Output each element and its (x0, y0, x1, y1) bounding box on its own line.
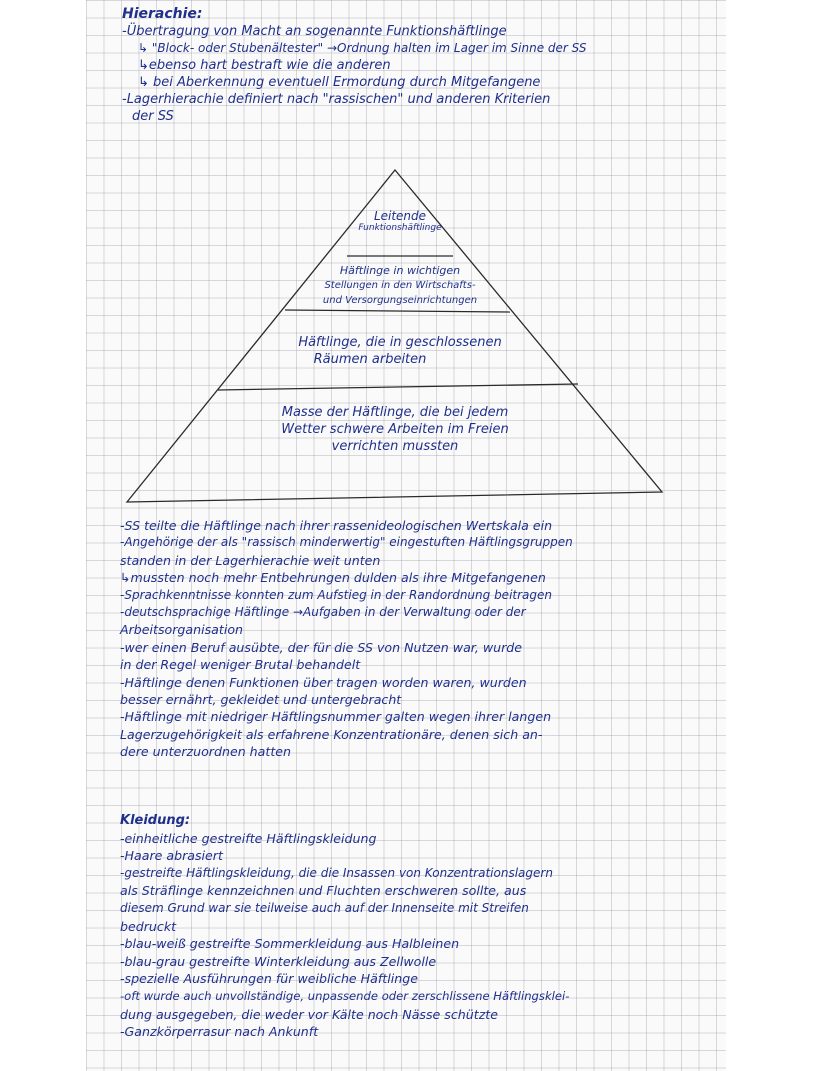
notes-line: standen in der Lagerhierachie weit unten (120, 552, 381, 568)
notes-line: -Sprachkenntnisse konnten zum Aufstieg in der Randordnung beitragen (120, 587, 552, 602)
notes-line: -Häftlinge denen Funktionen über tragen worden waren, wurden (120, 674, 527, 690)
notes-line: besser ernährt, gekleidet und untergebracht (120, 692, 402, 708)
clothing-line: -spezielle Ausführungen für weibliche Häftlinge (120, 971, 418, 987)
clothing-line: -Ganzkörperrasur nach Ankunft (120, 1024, 319, 1040)
clothing-line: -blau-weiß gestreifte Sommerkleidung aus Halbleinen (120, 936, 460, 952)
pyramid-divider-3 (218, 384, 578, 390)
notes-line: in der Regel weniger Brutal behandelt (120, 657, 361, 673)
clothing-title: Kleidung: (120, 813, 191, 828)
hierarchy-line: -Lagerhierachie definiert nach "rassischen" und anderen Kriterien (122, 92, 551, 107)
hierarchy-title: Hierachie: (122, 6, 203, 22)
notes-line: Lagerzugehörigkeit als erfahrene Konzentrationäre, denen sich an- (120, 726, 543, 742)
notes-line: dere unterzuordnen hatten (120, 744, 291, 760)
hierarchy-line: ↳ebenso hart bestraft wie die anderen (138, 58, 391, 73)
clothing-line: bedruckt (120, 918, 177, 934)
notes-line: -Angehörige der als "rassisch minderwertig" eingestuften Häftlingsgruppen (120, 535, 573, 550)
notes-line: -wer einen Beruf ausübte, der für die SS von Nutzen war, wurde (120, 639, 523, 655)
pyramid-level-2 (280, 263, 520, 308)
hierarchy-line: der SS (132, 109, 174, 124)
hierarchy-line: ↳ "Block- oder Stubenältester" →Ordnung halten im Lager im Sinne der SS (138, 41, 587, 55)
pyramid-level-4-line: Wetter schwere Arbeiten im Freien (281, 422, 509, 437)
notes-line: ↳mussten noch mehr Entbehrungen dulden als ihre Mitgefangenen (120, 570, 546, 586)
pyramid-level-4 (230, 404, 560, 455)
notes-line: Arbeitsorganisation (120, 622, 244, 638)
notes-line: -Häftlinge mit niedriger Häftlingsnummer galten wegen ihrer langen (120, 709, 552, 725)
pyramid-level-2-line: und Versorgungseinrichtungen (322, 295, 478, 306)
pyramid-level-1-line: Leitende (373, 209, 427, 223)
pyramid-level-3-line: Häftlinge, die in geschlossenen (298, 335, 502, 350)
pyramid-level-1-line: Funktionshäftlinge (358, 223, 442, 233)
notes-line: -SS teilte die Häftlinge nach ihrer rassenideologischen Wertskala ein (120, 518, 553, 533)
pyramid-level-2-line: Häftlinge in wichtigen (339, 264, 461, 277)
pyramid-level-4-line: Masse der Häftlinge, die bei jedem (281, 405, 509, 420)
pyramid-divider-2 (285, 310, 510, 312)
clothing-line: -gestreifte Häftlingskleidung, die die Insassen von Konzentrationslagern (120, 865, 553, 880)
pyramid-level-3-line: Räumen arbeiten (313, 352, 427, 367)
pyramid-level-4-line: verrichten mussten (331, 439, 459, 454)
pyramid-level-1 (330, 210, 470, 234)
notes-section (120, 517, 573, 761)
pyramid-level-3 (250, 334, 550, 368)
clothing-line: -einheitliche gestreifte Häftlingskleidung (120, 830, 377, 846)
clothing-line: -Haare abrasiert (120, 848, 223, 864)
clothing-line: -oft wurde auch unvollständige, unpassende oder zerschlissene Häftlingsklei- (120, 988, 570, 1003)
clothing-section (120, 812, 569, 1041)
clothing-line: als Sträflinge kennzeichnen und Fluchten erschweren sollte, aus (120, 883, 527, 899)
clothing-line: -blau-grau gestreifte Winterkleidung aus Zellwolle (120, 953, 437, 969)
hierarchy-line: ↳ bei Aberkennung eventuell Ermordung durch Mitgefangene (138, 75, 541, 90)
pyramid-level-2-line: Stellungen in den Wirtschafts- (324, 280, 476, 291)
notes-line: -deutschsprachige Häftlinge →Aufgaben in der Verwaltung oder der (120, 605, 526, 620)
clothing-line: diesem Grund war sie teilweise auch auf der Innenseite mit Streifen (120, 900, 529, 915)
clothing-line: dung ausgegeben, die weder vor Kälte noch Nässe schützte (120, 1006, 498, 1022)
hierarchy-line: -Übertragung von Macht an sogenannte Funktionshäftlinge (122, 24, 507, 39)
